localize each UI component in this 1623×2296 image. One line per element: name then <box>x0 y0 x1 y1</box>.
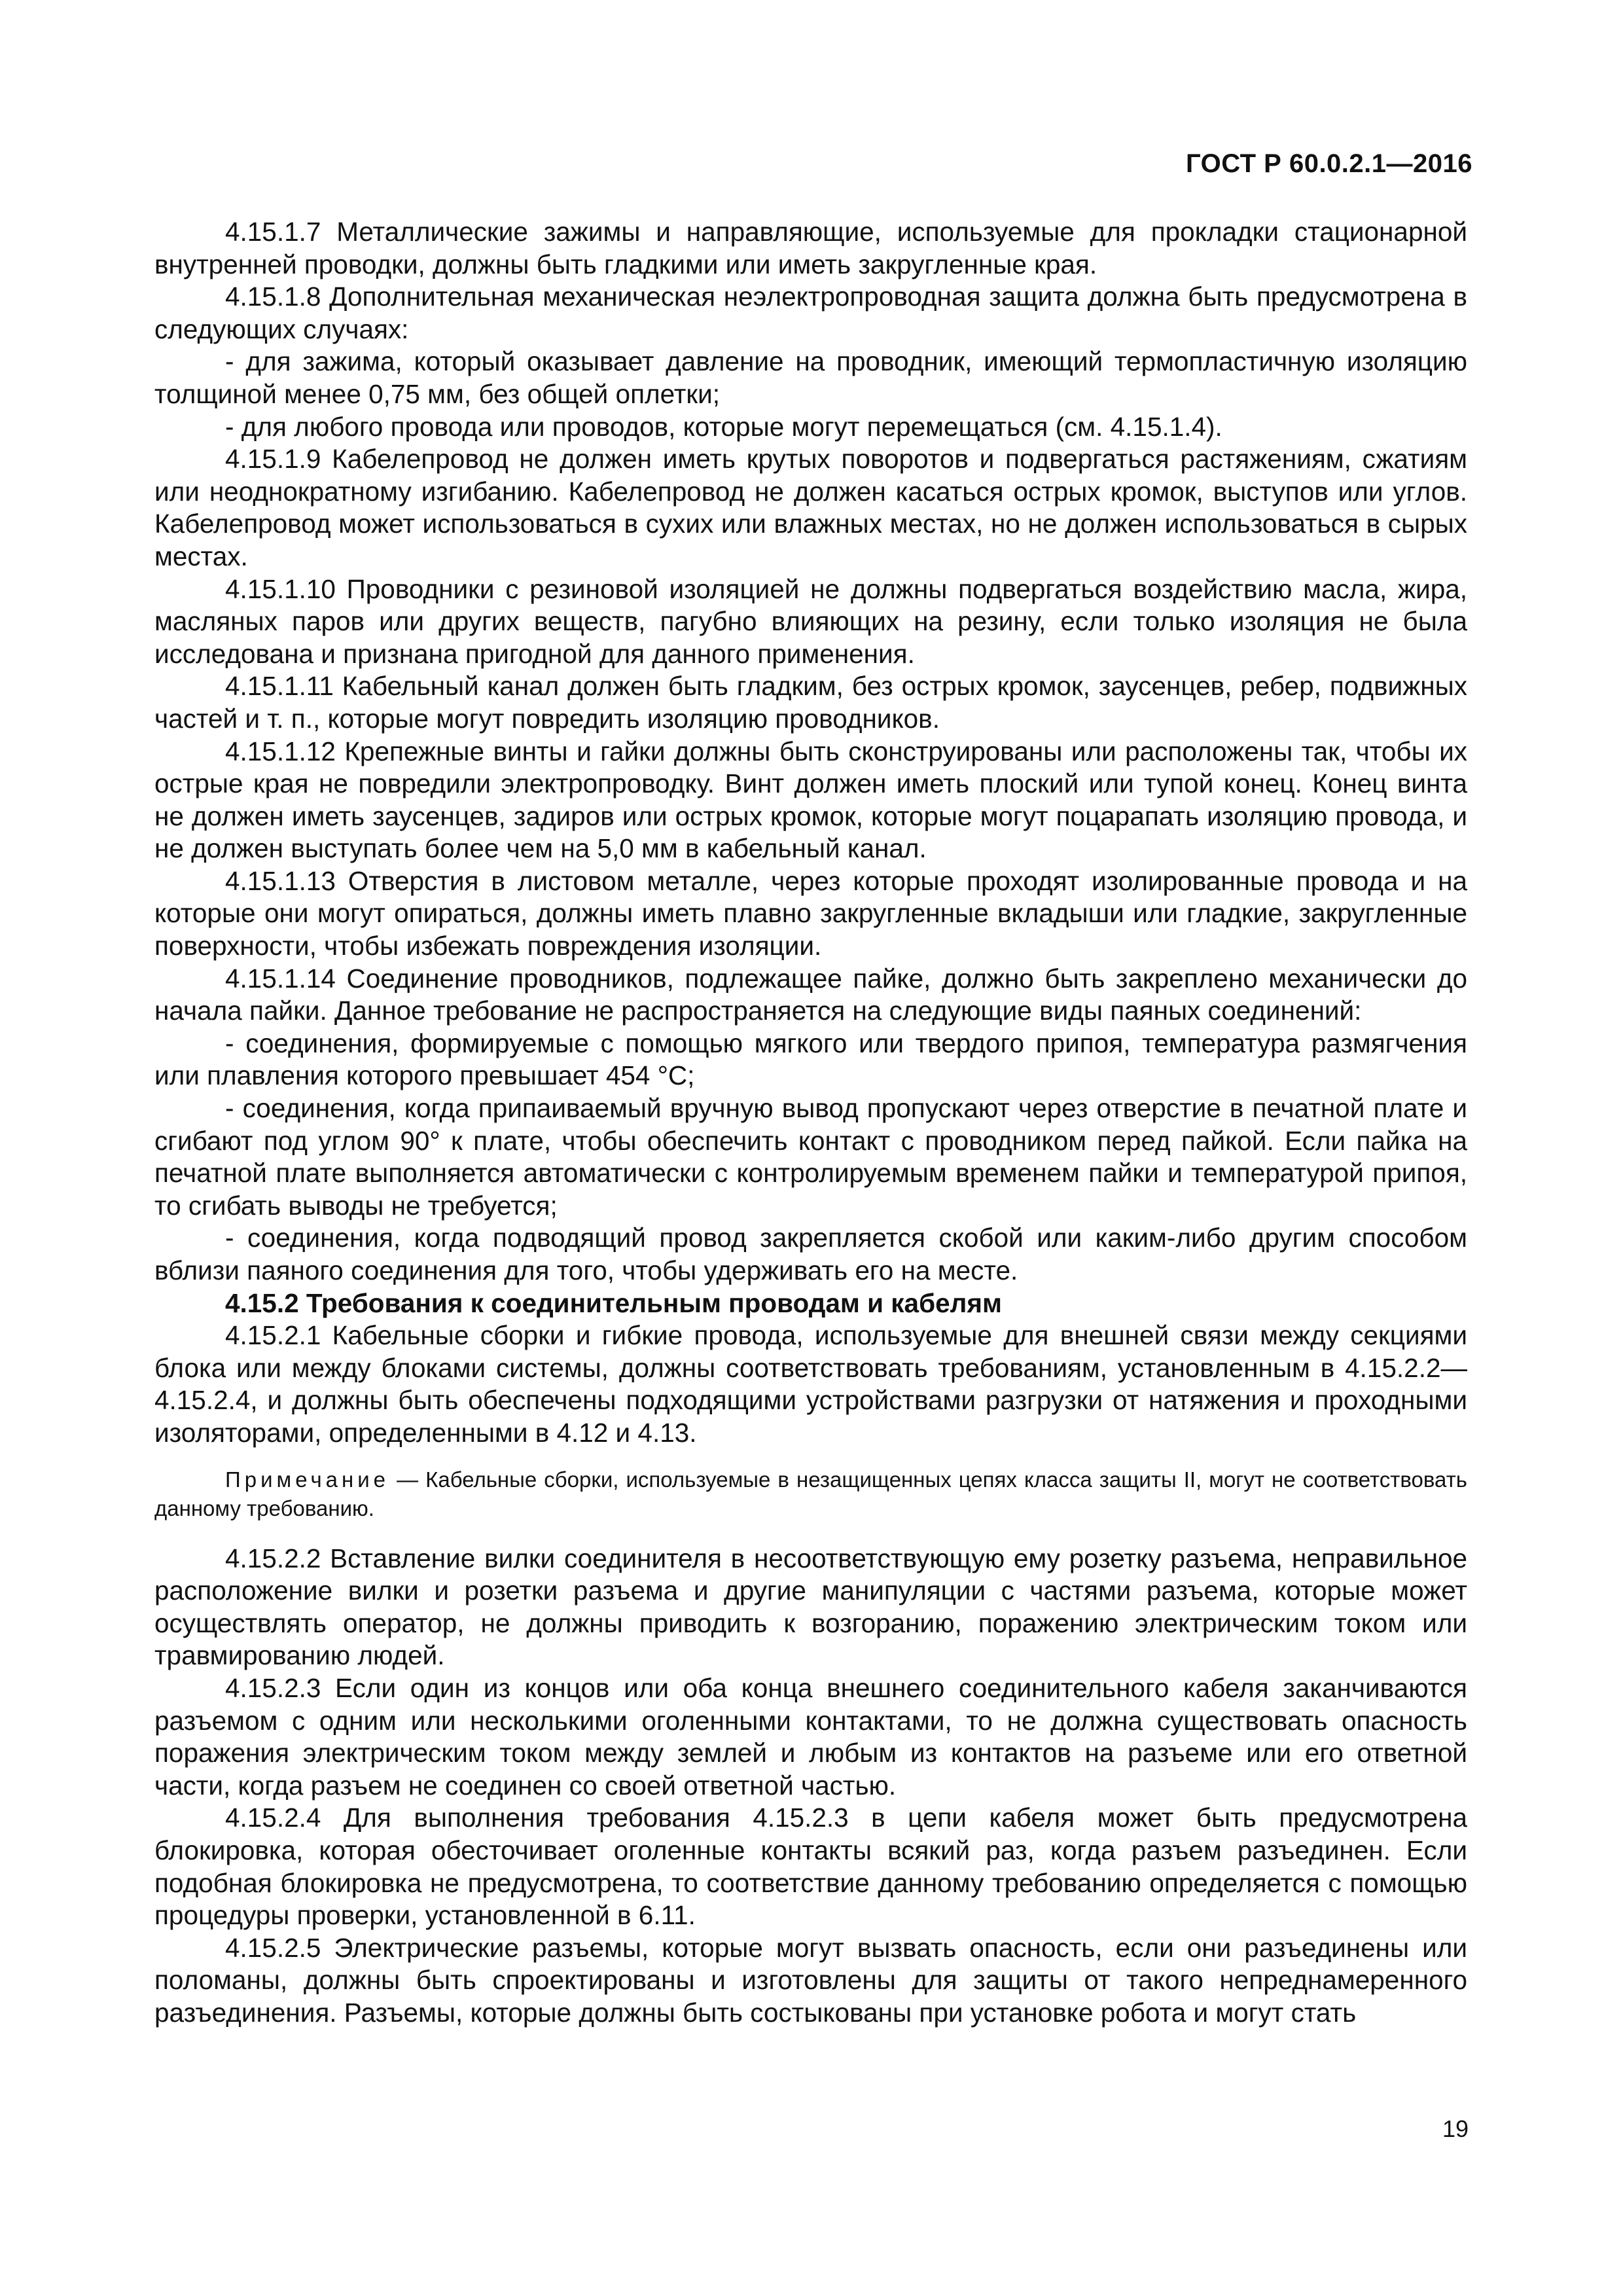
paragraph-4-15-2-1: 4.15.2.1 Кабельные сборки и гибкие провода, используемые для внешней связи между секциями блока или между блоками системы, должны соответствовать требованиям, установленным в 4.15.2.2—4.15.2.4, и должны быть обеспечены подходящими устройствами разгрузки от натяжения и проходными изоляторами, определенными в 4.12 и 4.13. <box>154 1320 1467 1448</box>
note-label: Примечание <box>225 1467 390 1492</box>
list-item: - для зажима, который оказывает давление на проводник, имеющий термопластичную изоляцию толщиной менее 0,75 мм, без общей оплетки; <box>154 346 1467 409</box>
list-item: - соединения, когда подводящий провод закрепляется скобой или каким-либо другим способом вблизи паяного соединения для того, чтобы удерживать его на месте. <box>154 1223 1467 1285</box>
page-number: 19 <box>1442 2115 1469 2142</box>
paragraph-4-15-1-11: 4.15.1.11 Кабельный канал должен быть гладким, без острых кромок, заусенцев, ребер, подвижных частей и т. п., которые могут повредить изоляцию проводников. <box>154 671 1467 734</box>
list-item: - соединения, формируемые с помощью мягкого или твердого припоя, температура размягчения или плавления которого превышает 454 °С; <box>154 1028 1467 1091</box>
list-item: - соединения, когда припаиваемый вручную вывод пропускают через отверстие в печатной плате и сгибают под углом 90° к плате, чтобы обеспечить контакт с проводником перед пайкой. Если пайка на печатной плате выполняется автоматически с контролируемым временем пайки и температурой припоя, то сгибать выводы не требуется; <box>154 1093 1467 1221</box>
note-text: — Кабельные сборки, используемые в незащищенных цепях класса защиты II, могут не соответствовать данному требованию. <box>154 1467 1467 1520</box>
paragraph-4-15-2-4: 4.15.2.4 Для выполнения требования 4.15.2.3 в цепи кабеля может быть предусмотрена блокировка, которая обесточивает оголенные контакты всякий раз, когда разъем разъединен. Если подобная блокировка не предусмотрена, то соответствие данному требованию определяется с помощью процедуры проверки, установленной в 6.11. <box>154 1803 1467 1931</box>
paragraph-4-15-1-9: 4.15.1.9 Кабелепровод не должен иметь крутых поворотов и подвергаться растяжениям, сжатиям или неоднократному изгибанию. Кабелепровод не должен касаться острых кромок, выступов или углов. Кабелепровод может использоваться в сухих или влажных местах, но не должен использоваться в сырых местах. <box>154 444 1467 571</box>
paragraph-4-15-1-14: 4.15.1.14 Соединение проводников, подлежащее пайке, должно быть закреплено механически до начала пайки. Данное требование не распространяется на следующие виды паяных соединений: <box>154 963 1467 1026</box>
paragraph-4-15-2-3: 4.15.2.3 Если один из концов или оба конца внешнего соединительного кабеля заканчиваются разъемом с одним или несколькими оголенными контактами, то не должна существовать опасность поражения электрическим током между землей и любым из контактов на разъеме или его ответной части, когда разъем не соединен со своей ответной частью. <box>154 1672 1467 1801</box>
list-item: - для любого провода или проводов, которые могут перемещаться (см. 4.15.1.4). <box>225 411 1222 442</box>
paragraph-4-15-2-2: 4.15.2.2 Вставление вилки соединителя в несоответствующую ему розетку разъема, неправильное расположение вилки и розетки разъема и другие манипуляции с частями разъема, которые может осуществлять оператор, не должны приводить к возгоранию, поражению электрическим током или травмированию людей. <box>154 1543 1467 1671</box>
paragraph-4-15-1-8: 4.15.1.8 Дополнительная механическая неэлектропроводная защита должна быть предусмотрена в следующих случаях: <box>154 281 1467 344</box>
document-body <box>154 216 1467 2029</box>
note <box>154 1465 1467 1523</box>
paragraph-4-15-1-13: 4.15.1.13 Отверстия в листовом металле, через которые проходят изолированные провода и на которые они могут опираться, должны иметь плавно закругленные вкладыши или гладкие, закругленные поверхности, чтобы избежать повреждения изоляции. <box>154 865 1467 961</box>
section-heading-4-15-2: 4.15.2 Требования к соединительным проводам и кабелям <box>225 1287 1002 1318</box>
paragraph-4-15-1-12: 4.15.1.12 Крепежные винты и гайки должны быть сконструированы или расположены так, чтобы их острые края не повредили электропроводку. Винт должен иметь плоский или тупой конец. Конец винта не должен иметь заусенцев, задиров или острых кромок, которые могут поцарапать изоляцию провода, и не должен выступать более чем на 5,0 мм в кабельный канал. <box>154 736 1467 864</box>
paragraph-4-15-1-10: 4.15.1.10 Проводники с резиновой изоляцией не должны подвергаться воздействию масла, жира, масляных паров или других веществ, пагубно влияющих на резину, если только изоляция не была исследована и признана пригодной для данного применения. <box>154 573 1467 669</box>
paragraph-4-15-2-5: 4.15.2.5 Электрические разъемы, которые могут вызвать опасность, если они разъединены или поломаны, должны быть спроектированы и изготовлены для защиты от такого непреднамеренного разъединения. Разъемы, которые должны быть состыкованы при установке робота и могут стать <box>154 1932 1467 2028</box>
paragraph-4-15-1-7: 4.15.1.7 Металлические зажимы и направляющие, используемые для прокладки стационарной внутренней проводки, должны быть гладкими или иметь закругленные края. <box>154 217 1467 279</box>
document-code-header: ГОСТ Р 60.0.2.1—2016 <box>1185 149 1472 178</box>
